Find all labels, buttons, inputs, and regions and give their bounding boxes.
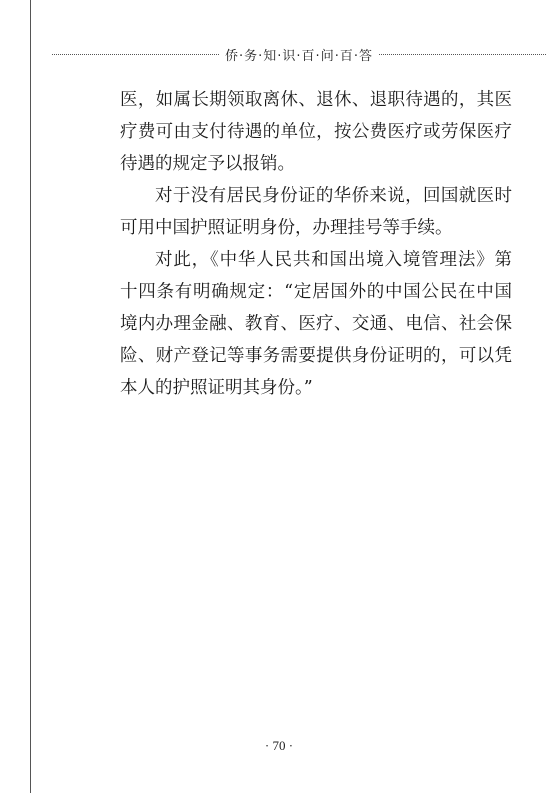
page-number: · 70 ·	[264, 738, 294, 753]
body-text	[120, 84, 512, 404]
running-header	[52, 44, 546, 64]
header-dotted-leader-left	[52, 54, 219, 55]
header-title: 侨·务·知·识·百·问·百·答	[225, 48, 373, 64]
paragraph: 对此，《中华人民共和国出境入境管理法》第十四条有明确规定：“定居国外的中国公民在中国境内办理金融、教育、医疗、交通、电信、社会保险、财产登记等事务需要提供身份证明的，可以凭本人的护照证明其身份。”	[120, 250, 512, 398]
paragraph-continued: 医，如属长期领取离休、退休、退职待遇的，其医疗费可由支付待遇的单位，按公费医疗或劳保医疗待遇的规定予以报销。	[120, 90, 512, 174]
page-margin-rule	[30, 0, 31, 793]
paragraph: 对于没有居民身份证的华侨来说，回国就医时可用中国护照证明身份，办理挂号等手续。	[120, 186, 512, 238]
header-dotted-leader-right	[379, 54, 546, 55]
